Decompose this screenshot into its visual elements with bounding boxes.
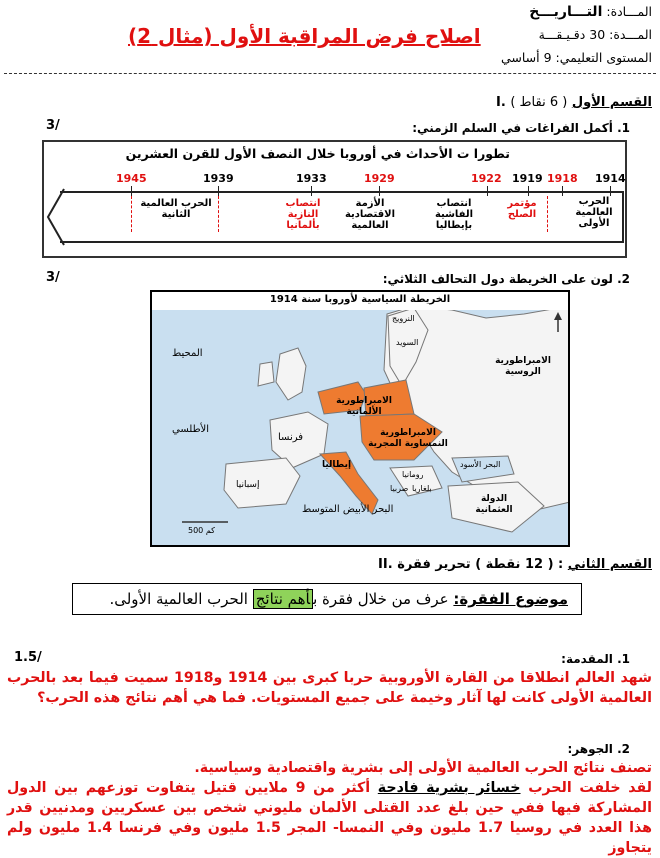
part2-word: القسم الثاني <box>567 557 652 572</box>
year-1918: 1918 <box>547 172 578 185</box>
event-ww2: الحرب العالمية الثانية <box>140 198 212 220</box>
timeline-arrow-icon <box>44 185 66 249</box>
tick-1918 <box>562 186 563 196</box>
part2-points: : ( 12 نقطة ) تحرير فقرة <box>397 557 564 572</box>
topic-highlight: أهم نتائج <box>253 589 313 609</box>
map-label-romania: رومانيا <box>402 470 424 479</box>
part1-points: ( 6 نقاط ) <box>510 95 568 110</box>
part2-number: II. <box>378 557 393 572</box>
part2-heading <box>378 557 652 572</box>
map-label-bulgaria: بلغاريا <box>412 484 432 493</box>
body-line2-pre: لقد خلفت الحرب <box>528 780 652 796</box>
header-divider <box>4 73 656 74</box>
tick-1939 <box>218 186 219 196</box>
q1-score: 3/ <box>46 118 60 133</box>
intro-paragraph: شهد العالم انطلاقا من القارة الأوروبية حربا كبرى بين 1914 و1918 سميت فيما بعد بالحرب العالمية الأولى كانت لها آثار وخيمة على جميع المستويات. فما هي أهم نتائج هذه الحرب؟ <box>7 670 652 706</box>
year-1914: 1914 <box>595 172 626 185</box>
subject-line <box>529 4 652 20</box>
year-1945: 1945 <box>116 172 147 185</box>
tick-1929 <box>379 186 380 196</box>
body-label: 2. الجوهر: <box>567 742 630 756</box>
dash-1918 <box>547 196 548 232</box>
map-label-ottoman: الدولة العثمانية <box>475 494 513 515</box>
map-label-ocean: المحيط <box>172 348 203 359</box>
year-1922: 1922 <box>471 172 502 185</box>
map-label-serbia: صربيا <box>390 484 409 493</box>
q2-score: 3/ <box>46 270 60 285</box>
body-paragraph <box>7 758 652 858</box>
map-label-med: البحر الأبيض المتوسط <box>302 504 394 515</box>
intro-score: 1.5/ <box>14 650 42 665</box>
tick-1914 <box>610 186 611 196</box>
event-crisis: الأزمة الاقتصادية العالمية <box>344 198 396 231</box>
map-label-atlantic: الأطلسي <box>172 424 210 435</box>
map-label-germany: الامبراطورية الألمانية <box>336 396 392 417</box>
year-1939: 1939 <box>203 172 234 185</box>
topic-label: موضوع الفقرة: <box>453 590 568 608</box>
subject-label: المـــادة: <box>606 4 652 19</box>
body-line2-underlined: خسائر بشرية فادحة <box>377 780 521 796</box>
part1-word: القسم الأول <box>571 95 652 110</box>
part1-number: I. <box>496 95 506 110</box>
map-label-france: فرنسا <box>278 432 304 443</box>
event-peace-conference: مؤتمر الصلح <box>507 198 537 220</box>
year-1933: 1933 <box>296 172 327 185</box>
year-1929: 1929 <box>364 172 395 185</box>
tick-1945 <box>131 186 132 196</box>
event-fascism: انتصاب الفاشية بإيطاليا <box>434 198 474 231</box>
q1-text: 1. أكمل الفراغات في السلم الزمني: <box>412 121 630 135</box>
event-nazism: انتصاب النازية بألمانيا <box>285 198 321 231</box>
exam-title: اصلاح فرض المراقبة الأول (مثال 2) <box>128 24 481 48</box>
dash-1945 <box>131 196 132 232</box>
year-1919: 1919 <box>512 172 543 185</box>
map-label-russia: الامبراطورية الروسية <box>495 356 551 377</box>
subject-value: التـــاريـــخ <box>529 4 603 20</box>
map-title: الخريطة السياسية لأوروبا سنة 1914 <box>269 294 451 305</box>
tick-1933 <box>311 186 312 196</box>
tick-1922 <box>487 186 488 196</box>
map-title-bar <box>152 292 568 310</box>
europe-map <box>150 290 570 547</box>
map-label-italy: إيطاليا <box>322 460 352 470</box>
map-label-sweden: السويد <box>396 338 419 347</box>
body-line1: تصنف نتائج الحرب العالمية الأولى إلى بشرية واقتصادية وسياسية. <box>194 760 652 776</box>
tick-1919 <box>528 186 529 196</box>
map-label-spain: إسبانيا <box>236 480 260 490</box>
topic-pre: عرف من خلال فقرة ب <box>313 590 449 608</box>
intro-label: 1. المقدمة: <box>561 652 630 666</box>
dash-1939 <box>218 196 219 232</box>
body-line2-post: أكثر من 9 ملايين قتيل يتفاوت توزعهم بين الدول المشاركة فيها ففي حين بلغ عدد القتلى الألمان مليوني شخص بين عسكريين ومدنيين قدر هذا العدد في روسيا 1.7 مليون وفي النمسا- المجر 1.5 مليون وفي فرنسا 1.4 مليون ولم يتجاوز <box>7 780 652 856</box>
map-label-austria: الامبراطورية النمساوية المجرية <box>368 428 448 449</box>
topic-text <box>109 590 568 608</box>
map-scale: 500 كم <box>188 526 215 535</box>
event-ww1: الحرب العالمية الأولى <box>575 196 613 229</box>
duration: المـــدة: 30 دقـيـقـــة <box>538 27 652 42</box>
level: المستوى التعليمي: 9 أساسي <box>500 50 652 65</box>
map-label-norway: النرويج <box>392 314 415 323</box>
q2-text: 2. لون على الخريطة دول التحالف الثلاثي: <box>382 272 630 286</box>
body-line2 <box>7 778 652 858</box>
map-label-black-sea: البحر الأسود <box>460 460 501 469</box>
part1-heading <box>496 95 652 110</box>
topic-post: الحرب العالمية الأولى. <box>109 590 248 608</box>
timeline-title: تطورا ت الأحداث في أوروبا خلال النصف الأول للقرن العشرين <box>125 146 510 161</box>
